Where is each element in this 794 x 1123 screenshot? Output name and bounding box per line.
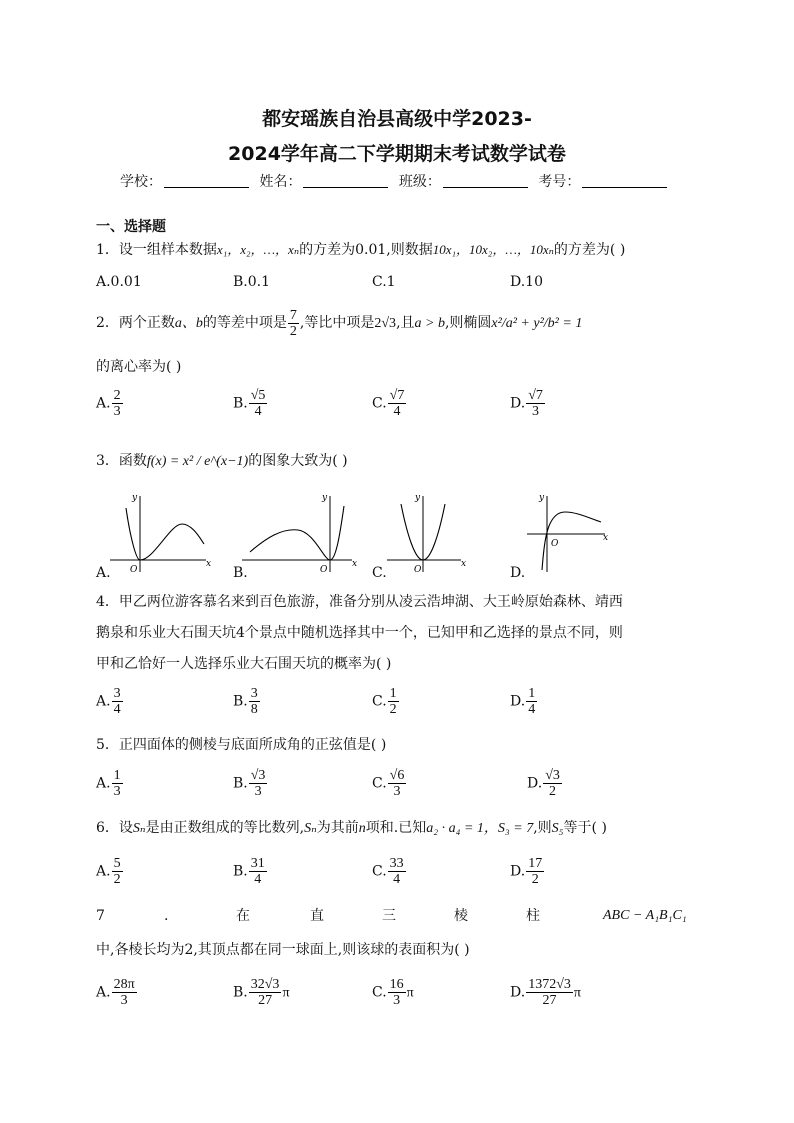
section-heading: 一、选择题 [96,219,166,235]
q5-c-num: √6 [389,768,405,783]
q7-word-5: 三 [382,908,396,924]
q4-line3: 甲和乙恰好一人选择乐业大石围天坑的概率为( ) [96,656,392,672]
q4-b-num: 3 [250,686,258,701]
q3-func: f(x) = x² / e^(x−1) [146,454,249,469]
q5-option-d[interactable]: D. $\frac{√3}{2}$ [527,768,560,799]
q2-ab: a、b [174,316,203,331]
q4-d-num: 1 [528,686,536,701]
q7-word-6: 棱 [454,908,468,924]
q7-line2: 中,各棱长均为2,其顶点都在同一球面上,则该球的表面积为( ) [96,942,470,958]
q6-a-num: 5 [113,856,121,871]
q1-option-b[interactable]: B.0.1 [233,274,271,290]
q7-option-b[interactable]: B. $\frac{32√3}{27}$ π [233,977,290,1008]
q3-graph-c-svg [385,494,515,574]
q5-b-num: √3 [250,768,266,783]
x-label: x [461,559,467,569]
q6-cond: a₂ · a₄ = 1，S₃ = 7 [426,821,534,836]
q6-c-den: 4 [393,872,401,887]
q3-graph-d[interactable] [525,494,655,578]
q5-stem: 5．正四面体的侧棱与底面所成角的正弦值是( ) [96,737,387,753]
title-line-2: 2024学年高二下学期期末考试数学试卷 [228,143,566,165]
x-label: x [603,533,609,543]
q3-option-a[interactable]: A. [96,565,111,581]
q6-option-a[interactable]: A. $\frac{5}{2}$ [96,856,121,887]
student-info-row [120,171,673,191]
q2-stem: 2．两个正数 [96,315,175,331]
q6-stem-e: ,则 [533,820,552,836]
q2-d-den: 3 [532,404,540,419]
origin-label: O [551,539,559,549]
q4-option-a[interactable]: A. $\frac{3}{4}$ [96,686,121,717]
origin-label: O [320,565,328,575]
q2-option-a[interactable]: A. $\frac{2}{3}$ [96,388,121,419]
q3-option-b[interactable]: B. [233,565,248,581]
q6-n: n [358,821,366,836]
title-line-1: 都安瑶族自治县高级中学2023- [262,108,532,130]
q7-d-pi: π [573,985,581,1001]
q5-a-den: 3 [113,784,121,799]
origin-label: O [414,565,422,575]
q2-d-num: √7 [528,388,543,403]
q7-c-den: 3 [393,993,401,1008]
q3-graph-b[interactable] [240,494,370,578]
q3-graph-d-svg [525,494,655,574]
q7-a-den: 3 [120,993,128,1008]
name-label: 姓名： [259,174,302,190]
q7-d-num: 1372√3 [528,977,571,992]
q2-option-c[interactable]: C. $\frac{√7}{4}$ [372,388,405,419]
q4-line2: 鹅泉和乐业大石围天坑4个景点中随机选择其中一个，已知甲和乙选择的景点不同，则 [96,625,623,641]
q7-option-d[interactable]: D. $\frac{1372√3}{27}$ π [510,977,581,1008]
question-1 [96,240,625,260]
curve [126,508,204,560]
q1-data: x₁，x₂，…，xₙ [216,242,300,257]
name-field[interactable] [303,173,388,188]
q3-graph-b-svg [240,494,370,574]
q7-option-c[interactable]: C. $\frac{16}{3}$ π [372,977,414,1008]
q2-am-num: 7 [289,307,297,323]
q6-option-b[interactable]: B. $\frac{31}{4}$ [233,856,265,887]
q6-b-num: 31 [250,856,265,871]
q1-stem: 1．设一组样本数据 [96,242,217,258]
q6-stem-f: 等于( ) [563,820,607,836]
q2-a-den: 3 [113,404,121,419]
q1-stem-c: 的方差为( ) [553,242,626,258]
q5-b-den: 3 [254,784,262,799]
q3-stem: 3．函数 [96,453,147,469]
q3-stem-b: 的图象大致为( ) [248,453,348,469]
q6-stem-d: 项和.已知 [365,820,427,836]
q5-option-b[interactable]: B. $\frac{√3}{3}$ [233,768,266,799]
q4-line1: 4．甲乙两位游客慕名来到百色旅游，准备分别从凌云浩坤湖、大王岭原始森林、靖西 [96,594,623,610]
q2-stem-b: 的等差中项是 [202,315,287,331]
q4-a-num: 3 [113,686,121,701]
q4-b-den: 8 [250,702,258,717]
q1-option-a[interactable]: A.0.01 [96,274,142,290]
q7-c-num: 16 [389,977,404,992]
q7-option-a[interactable]: A. $\frac{28\pi}{3}$ [96,977,135,1008]
q7-word-2: . [164,908,169,924]
q4-option-c[interactable]: C. $\frac{1}{2}$ [372,686,397,717]
question-2 [96,303,582,344]
q5-d-den: 2 [549,784,557,799]
q1-option-c[interactable]: C.1 [372,274,396,290]
q4-option-d[interactable]: D. $\frac{1}{4}$ [510,686,536,717]
exam-no-field[interactable] [582,173,667,188]
q2-a-num: 2 [113,388,121,403]
q6-option-d[interactable]: D. $\frac{17}{2}$ [510,856,543,887]
q6-sn-2: Sₙ [304,821,317,836]
q6-d-den: 2 [531,872,539,887]
q5-d-num: √3 [545,768,560,783]
q6-stem-b: 是由正数组成的等比数列, [145,820,305,836]
q6-b-den: 4 [254,872,262,887]
q7-word-3: 在 [236,908,250,924]
q2-option-b[interactable]: B. $\frac{√5}{4}$ [233,388,266,419]
q1-stem-b: 的方差为0.01,则数据 [299,242,433,258]
class-label: 班级： [398,174,441,190]
q2-am-den: 2 [289,323,297,339]
q3-graph-a-svg [96,494,226,574]
q6-sn: Sₙ [132,821,146,836]
q2-c-num: √7 [389,388,405,403]
q5-option-c[interactable]: C. $\frac{√6}{3}$ [372,768,405,799]
q3-option-c[interactable]: C. [372,565,387,581]
question-6 [96,818,607,839]
q7-a-num: 28π [113,977,135,992]
q6-d-num: 17 [528,856,543,871]
q6-c-num: 33 [389,856,404,871]
q2-b-den: 4 [254,404,262,419]
q5-option-a[interactable]: A. $\frac{1}{3}$ [96,768,121,799]
q7-c-pi: π [406,985,414,1001]
q3-option-d[interactable]: D. [510,565,526,581]
q4-c-num: 1 [389,686,397,701]
q7-b-pi: π [282,985,290,1001]
x-label: x [352,559,358,569]
q6-stem: 6．设 [96,820,133,836]
y-label: y [132,493,138,503]
q4-d-den: 4 [528,702,536,717]
q1-data-scaled: 10x₁，10x₂，…，10xₙ [432,242,554,257]
q2-line2: 的离心率为( ) [96,359,182,375]
q5-c-den: 3 [393,784,401,799]
q2-stem-d: ,且 [396,315,415,331]
q2-option-d[interactable]: D. $\frac{√7}{3}$ [510,388,543,419]
q2-stem-e: ,则椭圆 [444,315,492,331]
q6-a-den: 2 [113,872,121,887]
q2-c-den: 4 [393,404,401,419]
q2-ellipse: x²/a² + y²/b² = 1 [491,316,583,331]
q6-stem-c: 为其前 [316,820,359,836]
q4-a-den: 4 [113,702,121,717]
q7-word-1: 7 [96,908,105,924]
q7-word-4: 直 [310,908,324,924]
school-field[interactable] [164,173,249,188]
q5-a-num: 1 [113,768,121,783]
q6-option-c[interactable]: C. $\frac{33}{4}$ [372,856,404,887]
x-label: x [206,559,212,569]
exam-no-label: 考号： [538,174,581,190]
class-field[interactable] [443,173,528,188]
q7-word-7: 柱 [526,908,540,924]
q3-graph-a[interactable] [96,494,226,578]
y-label: y [415,493,421,503]
q2-cond: a > b [414,316,445,331]
q4-option-b[interactable]: B. $\frac{3}{8}$ [233,686,258,717]
question-3 [96,451,348,472]
q6-s5: S₅ [551,821,564,836]
y-label: y [322,493,328,503]
origin-label: O [130,565,138,575]
q7-d-den: 27 [542,993,557,1008]
q1-option-d[interactable]: D.10 [510,274,543,290]
q4-c-den: 2 [389,702,397,717]
q7-b-den: 27 [258,993,273,1008]
q2-stem-c: ,等比中项是 [299,315,375,331]
q7-prism: ABC − A₁B₁C₁ [603,908,687,923]
q7-b-num: 32√3 [250,977,280,992]
school-label: 学校： [120,174,162,190]
q2-gm: 2√3 [374,316,397,331]
q2-b-num: √5 [250,388,266,403]
y-label: y [539,493,545,503]
q3-graph-c[interactable] [385,494,515,578]
